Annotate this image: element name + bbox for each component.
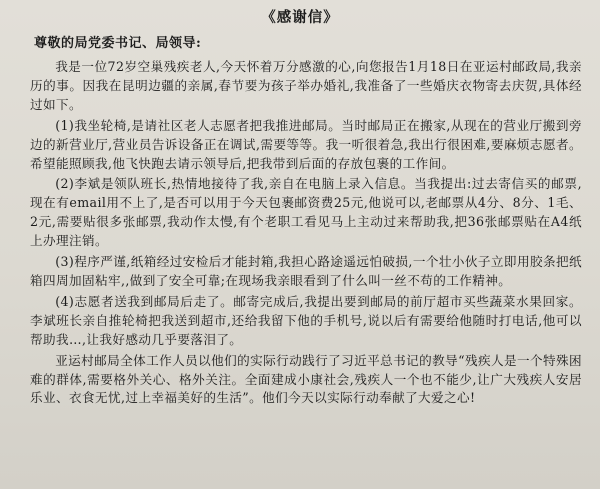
letter-body (30, 58, 582, 410)
letter-salutation: 尊敬的局党委书记、局领导: (34, 36, 202, 51)
paragraph-conclusion: 亚运村邮局全体工作人员以他们的实际行动践行了习近平总书记的教导“残疾人是一个特殊困难的群体,需要格外关心、格外关注。全面建成小康社会,残疾人一个也不能少,让广大残疾人安居乐业、衣食无忧,过上幸福美好的生活”。他们今天以实际行动奉献了大爱之心! (30, 352, 582, 406)
paragraph-item-1: (1)我坐轮椅,是请社区老人志愿者把我推进邮局。当时邮局正在搬家,从现在的营业厅搬到旁边的新营业厅,营业员告诉设备正在调试,需要等等。我一听很着急,我出行很困难,要麻烦志愿者。希望能照顾我,他飞快跑去请示领导后,把我带到后面的存放包裹的工作间。 (30, 117, 582, 171)
paragraph-intro: 我是一位72岁空巢残疾老人,今天怀着万分感激的心,向您报告1月18日在亚运村邮政局,我亲历的事。因我在昆明边疆的亲属,春节要为孩子举办婚礼,我准备了一些婚庆衣物寄去庆贺,具体经过如下。 (30, 59, 582, 112)
letter-title: 《感谢信》 (261, 9, 339, 26)
paragraph-item-3: (3)程序严谨,纸箱经过安检后才能封箱,我担心路途遥远怕破损,一个壮小伙子立即用胶条把纸箱四周加固粘牢,,做到了安全可靠;在现场我亲眼看到了什么叫一丝不苟的工作精神。 (30, 254, 582, 288)
paragraph-item-4: (4)志愿者送我到邮局后走了。邮寄完成后,我提出要到邮局的前厅超市买些蔬菜水果回家。李斌班长亲自推轮椅把我送到超市,还给我留下他的手机号,说以后有需要给他随时打电话,他可以帮助我…,让我好感动几乎要落泪了。 (30, 293, 582, 347)
paragraph-item-2: (2)李斌是领队班长,热情地接待了我,亲自在电脑上录入信息。当我提出:过去寄信买的邮票,现在有email用不上了,是否可以用于今天包裹邮资费25元,他说可以,老邮票从4分、8分、1毛、2元,需要贴很多张邮票,我动作太慢,有个老职工看见马上主动过来帮助我,把36张邮票贴在A4纸上办理注销。 (30, 176, 582, 249)
